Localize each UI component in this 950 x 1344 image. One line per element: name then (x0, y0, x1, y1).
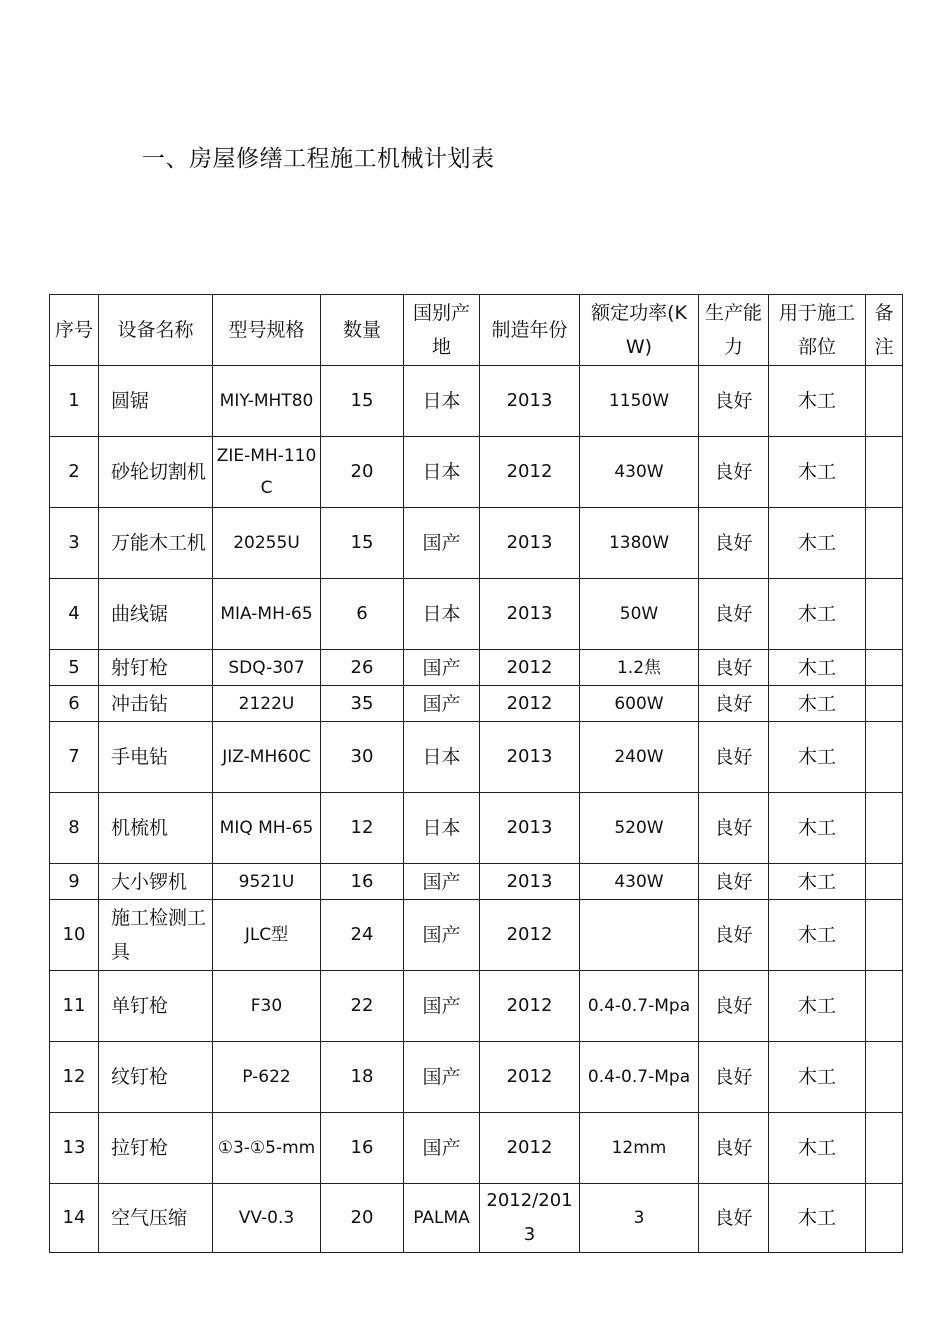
cell-qty: 30 (321, 722, 404, 793)
cell-usage: 木工 (769, 900, 866, 971)
cell-remark (866, 437, 903, 508)
cell-capacity: 良好 (699, 508, 769, 579)
cell-power: 3 (580, 1184, 699, 1253)
cell-qty: 35 (321, 686, 404, 722)
cell-year: 2012 (480, 1042, 580, 1113)
cell-name: 机梳机 (99, 793, 213, 864)
table-body (50, 366, 903, 1253)
cell-usage: 木工 (769, 793, 866, 864)
cell-name: 单钉枪 (99, 971, 213, 1042)
cell-model: F30 (213, 971, 321, 1042)
cell-year: 2013 (480, 864, 580, 900)
cell-usage: 木工 (769, 686, 866, 722)
cell-name: 万能木工机 (99, 508, 213, 579)
cell-name: 空气压缩 (99, 1184, 213, 1253)
cell-no: 12 (50, 1042, 99, 1113)
cell-capacity: 良好 (699, 650, 769, 686)
cell-year: 2012 (480, 437, 580, 508)
cell-usage: 木工 (769, 508, 866, 579)
cell-no: 13 (50, 1113, 99, 1184)
cell-no: 8 (50, 793, 99, 864)
cell-model: ZIE-MH-110C (213, 437, 321, 508)
table-row (50, 579, 903, 650)
cell-capacity: 良好 (699, 722, 769, 793)
cell-usage: 木工 (769, 1184, 866, 1253)
cell-origin: 国产 (404, 864, 480, 900)
cell-qty: 20 (321, 437, 404, 508)
cell-capacity: 良好 (699, 793, 769, 864)
cell-year: 2012 (480, 971, 580, 1042)
cell-usage: 木工 (769, 579, 866, 650)
cell-no: 11 (50, 971, 99, 1042)
cell-origin: 国产 (404, 1113, 480, 1184)
cell-origin: 日本 (404, 579, 480, 650)
cell-name: 施工检测工具 (99, 900, 213, 971)
cell-origin: 国产 (404, 508, 480, 579)
table-row (50, 971, 903, 1042)
cell-year: 2012/2013 (480, 1184, 580, 1253)
cell-origin: 日本 (404, 793, 480, 864)
cell-model: MIQ MH-65 (213, 793, 321, 864)
cell-capacity: 良好 (699, 437, 769, 508)
cell-power: 600W (580, 686, 699, 722)
cell-no: 3 (50, 508, 99, 579)
cell-usage: 木工 (769, 722, 866, 793)
cell-name: 大小锣机 (99, 864, 213, 900)
header-usage: 用于施工部位 (769, 295, 866, 366)
cell-qty: 26 (321, 650, 404, 686)
cell-power: 1150W (580, 366, 699, 437)
cell-no: 10 (50, 900, 99, 971)
cell-model: P-622 (213, 1042, 321, 1113)
header-qty: 数量 (321, 295, 404, 366)
cell-power: 0.4-0.7-Mpa (580, 971, 699, 1042)
cell-model: VV-0.3 (213, 1184, 321, 1253)
cell-capacity: 良好 (699, 1184, 769, 1253)
cell-capacity: 良好 (699, 579, 769, 650)
table-row (50, 722, 903, 793)
cell-no: 6 (50, 686, 99, 722)
cell-model: JIZ-MH60C (213, 722, 321, 793)
cell-qty: 16 (321, 1113, 404, 1184)
table-row (50, 864, 903, 900)
cell-usage: 木工 (769, 437, 866, 508)
cell-name: 纹钉枪 (99, 1042, 213, 1113)
cell-name: 砂轮切割机 (99, 437, 213, 508)
table-row (50, 1042, 903, 1113)
cell-model: 20255U (213, 508, 321, 579)
cell-remark (866, 793, 903, 864)
header-power: 额定功率(KW) (580, 295, 699, 366)
cell-remark (866, 864, 903, 900)
header-origin: 国别产地 (404, 295, 480, 366)
cell-capacity: 良好 (699, 1113, 769, 1184)
cell-no: 7 (50, 722, 99, 793)
cell-year: 2012 (480, 650, 580, 686)
table-row (50, 650, 903, 686)
cell-year: 2012 (480, 1113, 580, 1184)
cell-usage: 木工 (769, 1042, 866, 1113)
cell-name: 圆锯 (99, 366, 213, 437)
table-row (50, 508, 903, 579)
cell-origin: 国产 (404, 650, 480, 686)
cell-model: MIA-MH-65 (213, 579, 321, 650)
cell-remark (866, 366, 903, 437)
cell-name: 射钉枪 (99, 650, 213, 686)
cell-model: 9521U (213, 864, 321, 900)
cell-no: 1 (50, 366, 99, 437)
cell-power: 430W (580, 437, 699, 508)
cell-name: 拉钉枪 (99, 1113, 213, 1184)
cell-model: ①3-①5-mm (213, 1113, 321, 1184)
table-row (50, 1113, 903, 1184)
cell-origin: 日本 (404, 437, 480, 508)
cell-usage: 木工 (769, 650, 866, 686)
header-name: 设备名称 (99, 295, 213, 366)
cell-origin: 国产 (404, 971, 480, 1042)
cell-no: 5 (50, 650, 99, 686)
cell-remark (866, 650, 903, 686)
cell-name: 曲线锯 (99, 579, 213, 650)
header-capacity: 生产能力 (699, 295, 769, 366)
cell-name: 冲击钻 (99, 686, 213, 722)
cell-power: 1380W (580, 508, 699, 579)
cell-remark (866, 686, 903, 722)
cell-power (580, 900, 699, 971)
cell-year: 2013 (480, 722, 580, 793)
cell-model: SDQ-307 (213, 650, 321, 686)
cell-remark (866, 508, 903, 579)
cell-qty: 18 (321, 1042, 404, 1113)
cell-year: 2013 (480, 579, 580, 650)
header-year: 制造年份 (480, 295, 580, 366)
cell-origin: 国产 (404, 900, 480, 971)
cell-capacity: 良好 (699, 900, 769, 971)
cell-usage: 木工 (769, 864, 866, 900)
cell-year: 2013 (480, 366, 580, 437)
cell-usage: 木工 (769, 1113, 866, 1184)
header-model: 型号规格 (213, 295, 321, 366)
cell-capacity: 良好 (699, 1042, 769, 1113)
cell-qty: 15 (321, 508, 404, 579)
cell-year: 2012 (480, 900, 580, 971)
cell-power: 12mm (580, 1113, 699, 1184)
cell-origin: PALMA (404, 1184, 480, 1253)
header-remark: 备注 (866, 295, 903, 366)
cell-power: 1.2焦 (580, 650, 699, 686)
table-row (50, 366, 903, 437)
cell-capacity: 良好 (699, 366, 769, 437)
cell-power: 0.4-0.7-Mpa (580, 1042, 699, 1113)
cell-remark (866, 579, 903, 650)
cell-no: 9 (50, 864, 99, 900)
table-row (50, 900, 903, 971)
cell-qty: 12 (321, 793, 404, 864)
cell-remark (866, 1184, 903, 1253)
cell-no: 2 (50, 437, 99, 508)
cell-capacity: 良好 (699, 864, 769, 900)
cell-remark (866, 1042, 903, 1113)
cell-qty: 16 (321, 864, 404, 900)
cell-origin: 国产 (404, 686, 480, 722)
cell-remark (866, 722, 903, 793)
cell-no: 14 (50, 1184, 99, 1253)
cell-no: 4 (50, 579, 99, 650)
cell-usage: 木工 (769, 971, 866, 1042)
cell-model: 2122U (213, 686, 321, 722)
cell-model: MIY-MHT80 (213, 366, 321, 437)
cell-power: 520W (580, 793, 699, 864)
cell-qty: 20 (321, 1184, 404, 1253)
cell-origin: 日本 (404, 366, 480, 437)
cell-remark (866, 900, 903, 971)
cell-year: 2013 (480, 508, 580, 579)
header-row (50, 295, 903, 366)
cell-year: 2012 (480, 686, 580, 722)
cell-power: 50W (580, 579, 699, 650)
cell-remark (866, 971, 903, 1042)
cell-qty: 24 (321, 900, 404, 971)
cell-remark (866, 1113, 903, 1184)
cell-capacity: 良好 (699, 971, 769, 1042)
cell-qty: 6 (321, 579, 404, 650)
table-row (50, 686, 903, 722)
cell-qty: 22 (321, 971, 404, 1042)
cell-origin: 日本 (404, 722, 480, 793)
table-row (50, 437, 903, 508)
equipment-table (49, 294, 903, 1253)
table-row (50, 1184, 903, 1253)
cell-model: JLC型 (213, 900, 321, 971)
cell-capacity: 良好 (699, 686, 769, 722)
cell-origin: 国产 (404, 1042, 480, 1113)
table-row (50, 793, 903, 864)
cell-year: 2013 (480, 793, 580, 864)
cell-power: 240W (580, 722, 699, 793)
cell-name: 手电钻 (99, 722, 213, 793)
cell-qty: 15 (321, 366, 404, 437)
header-no: 序号 (50, 295, 99, 366)
cell-power: 430W (580, 864, 699, 900)
page-title: 一、房屋修缮工程施工机械计划表 (142, 146, 495, 172)
cell-usage: 木工 (769, 366, 866, 437)
